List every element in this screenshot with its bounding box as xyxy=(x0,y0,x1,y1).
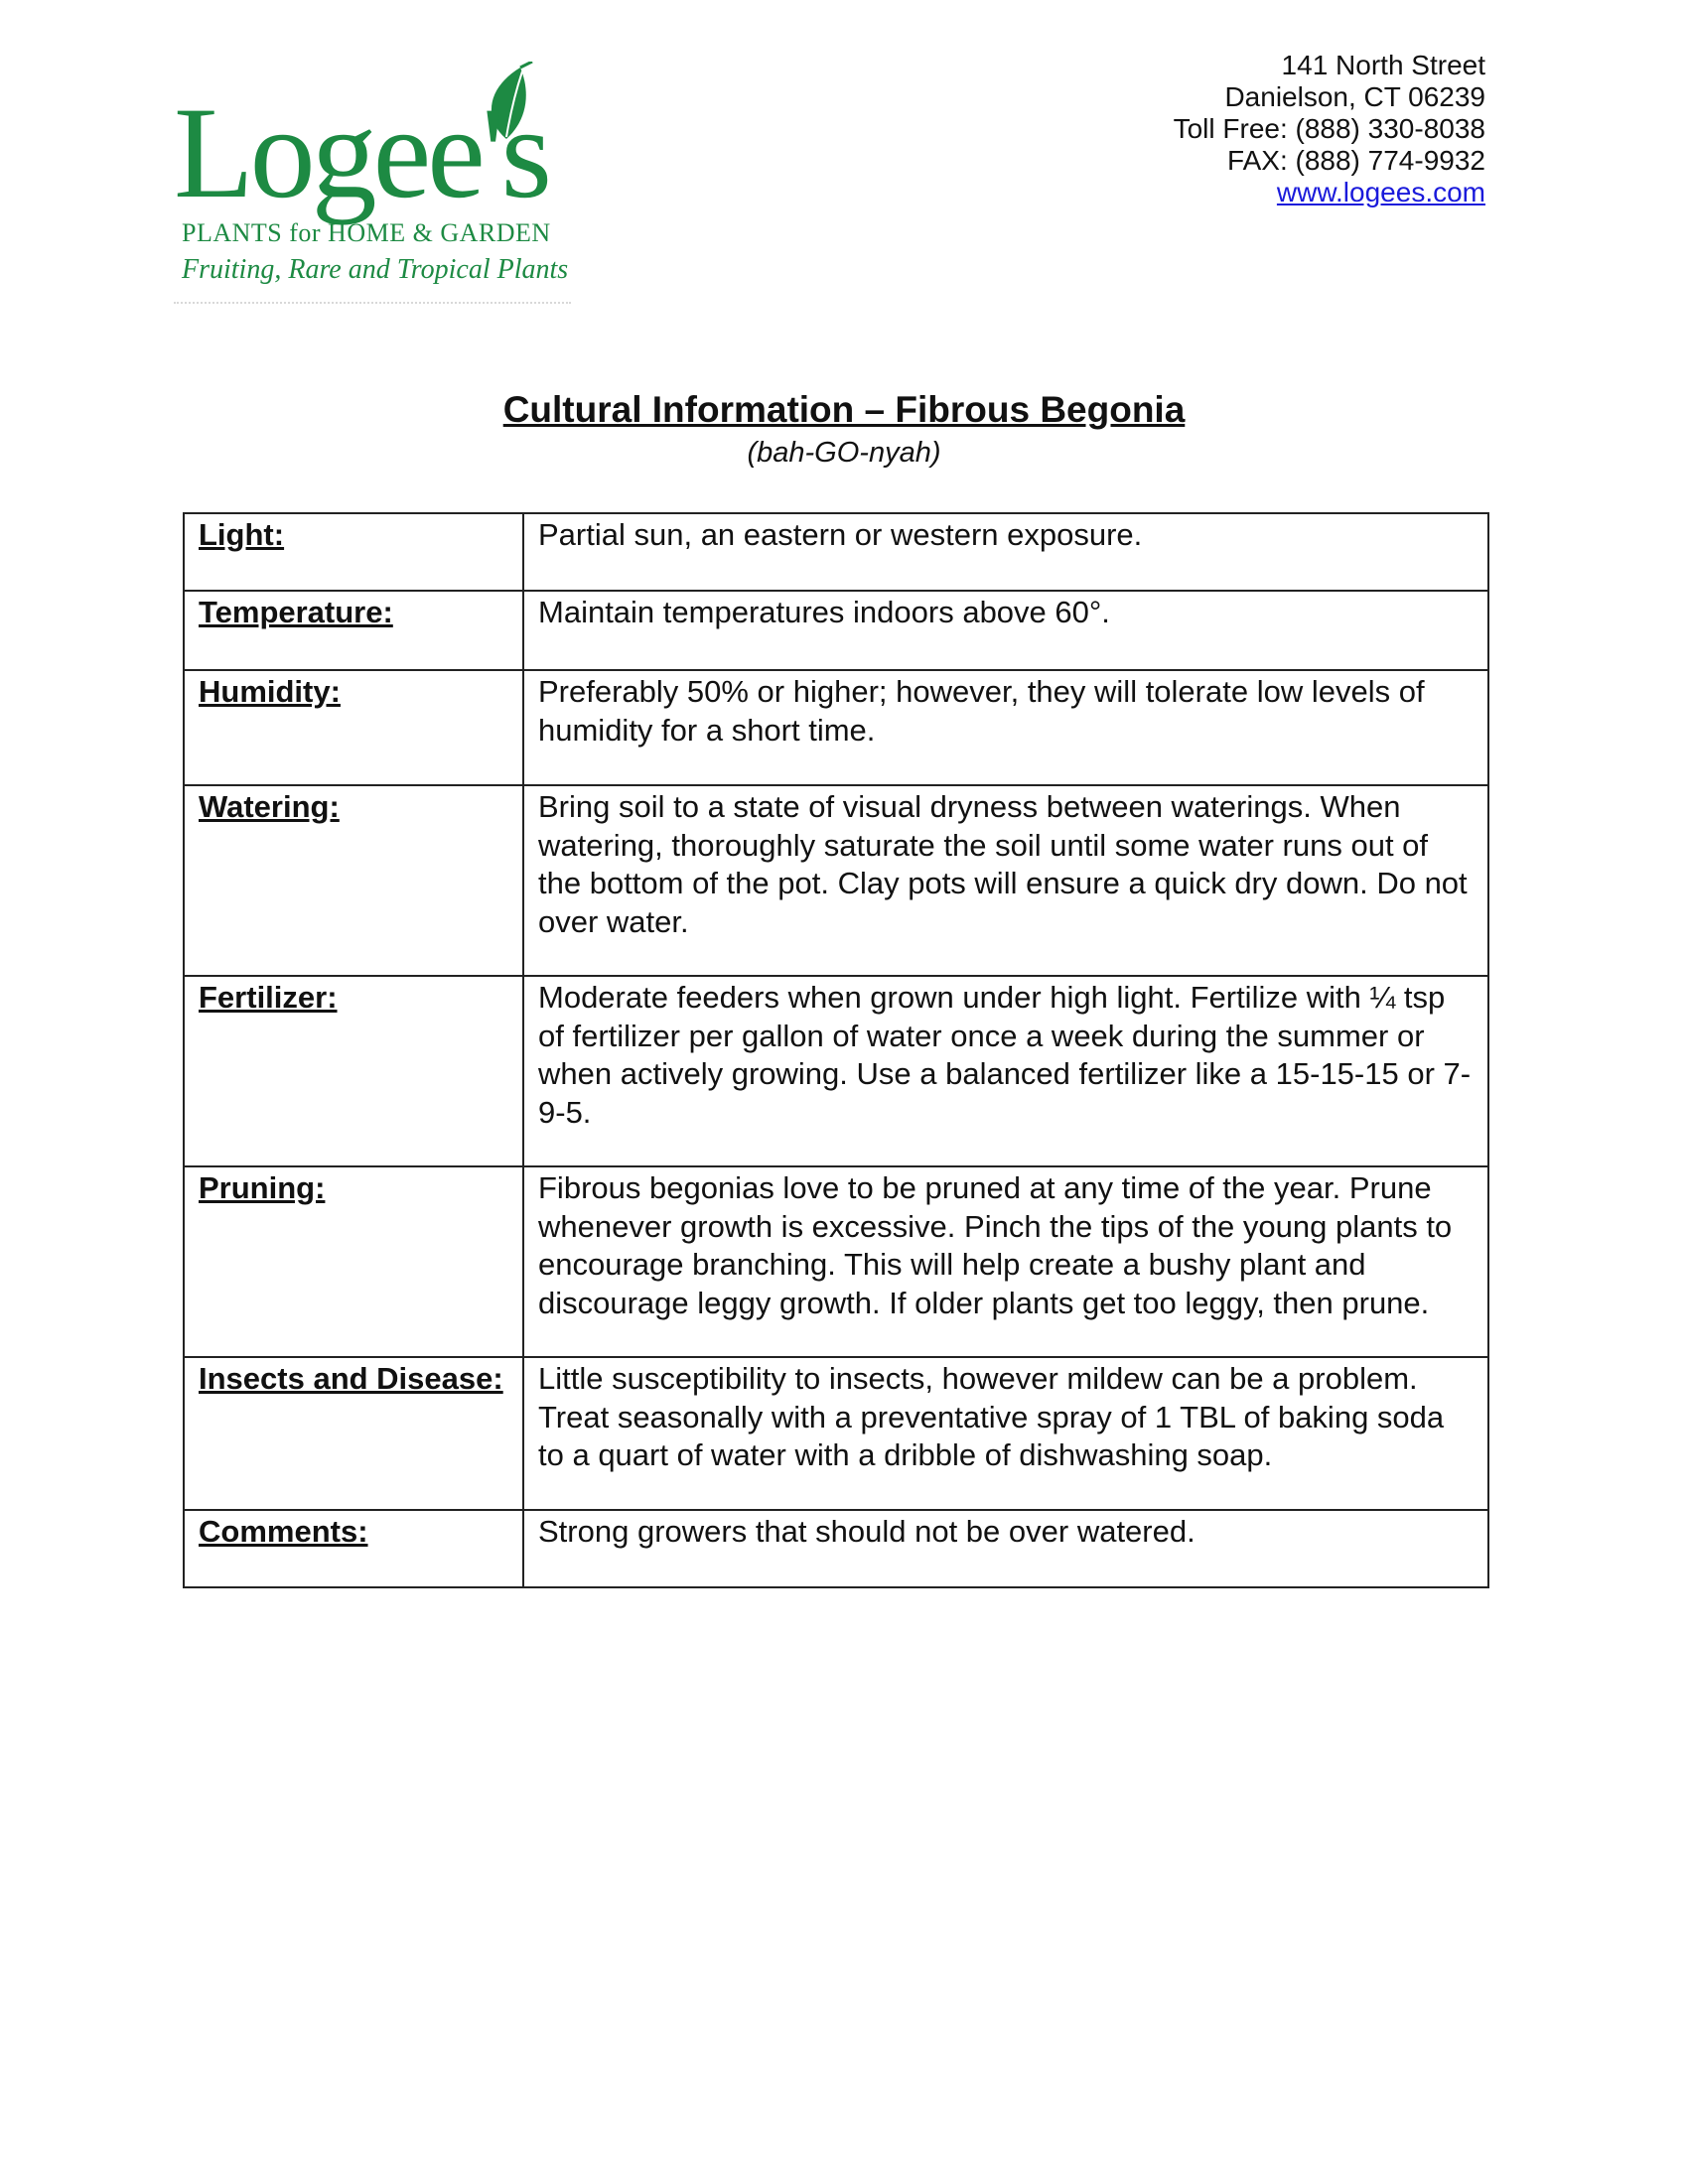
table-row xyxy=(184,670,1488,785)
row-label: Watering: xyxy=(184,785,523,976)
row-text: Bring soil to a state of visual dryness between waterings. When watering, thoroughly saturate the soil until some water runs out of the bottom of the pot. Clay pots will ensure a quick dry down. Do not over water. xyxy=(523,785,1488,976)
logo xyxy=(174,60,571,318)
table-row xyxy=(184,976,1488,1166)
row-text: Maintain temperatures indoors above 60°. xyxy=(523,591,1488,670)
row-label: Comments: xyxy=(184,1510,523,1587)
row-label: Humidity: xyxy=(184,670,523,785)
company-address xyxy=(1174,50,1485,208)
pronunciation: (bah-GO-nyah) xyxy=(747,437,941,469)
row-label: Pruning: xyxy=(184,1166,523,1357)
row-text: Strong growers that should not be over watered. xyxy=(523,1510,1488,1587)
logo-tagline: PLANTS for HOME & GARDEN xyxy=(182,218,551,247)
logo-subtagline: Fruiting, Rare and Tropical Plants xyxy=(182,254,569,285)
logo-wordmark: Logee's xyxy=(174,79,548,225)
row-text: Little susceptibility to insects, however mildew can be a problem. Treat seasonally with a preventative spray of 1 TBL of baking soda to a quart of water with a dribble of dishwashing soap. xyxy=(523,1357,1488,1510)
table-row xyxy=(184,785,1488,976)
page-title: Cultural Information – Fibrous Begonia xyxy=(502,389,1186,430)
table-row xyxy=(184,513,1488,591)
table-row xyxy=(184,1357,1488,1510)
address-fax: FAX: (888) 774-9932 xyxy=(1227,145,1485,176)
address-street: 141 North Street xyxy=(1281,50,1485,80)
row-label: Temperature: xyxy=(184,591,523,670)
row-text: Preferably 50% or higher; however, they will tolerate low levels of humidity for a short time. xyxy=(523,670,1488,785)
row-text: Moderate feeders when grown under high light. Fertilize with ¼ tsp of fertilizer per gallon of water once a week during the summer or when actively growing. Use a balanced fertilizer like a 15-15-15 or 7-9-5. xyxy=(523,976,1488,1166)
row-text: Partial sun, an eastern or western exposure. xyxy=(523,513,1488,591)
address-city: Danielson, CT 06239 xyxy=(1224,81,1485,112)
row-label: Fertilizer: xyxy=(184,976,523,1166)
row-label: Insects and Disease: xyxy=(184,1357,523,1510)
table-row xyxy=(184,1166,1488,1357)
logo-divider xyxy=(174,302,571,304)
row-text: Fibrous begonias love to be pruned at any time of the year. Prune whenever growth is excessive. Pinch the tips of the young plants to encourage branching. This will help create a bushy plant and discourage leggy growth. If older plants get too leggy, then prune. xyxy=(523,1166,1488,1357)
table-row xyxy=(184,1510,1488,1587)
address-tollfree: Toll Free: (888) 330-8038 xyxy=(1173,113,1485,144)
cultural-info-table xyxy=(183,512,1489,1588)
website-link[interactable]: www.logees.com xyxy=(1276,177,1485,207)
row-label: Light: xyxy=(184,513,523,591)
table-row xyxy=(184,591,1488,670)
